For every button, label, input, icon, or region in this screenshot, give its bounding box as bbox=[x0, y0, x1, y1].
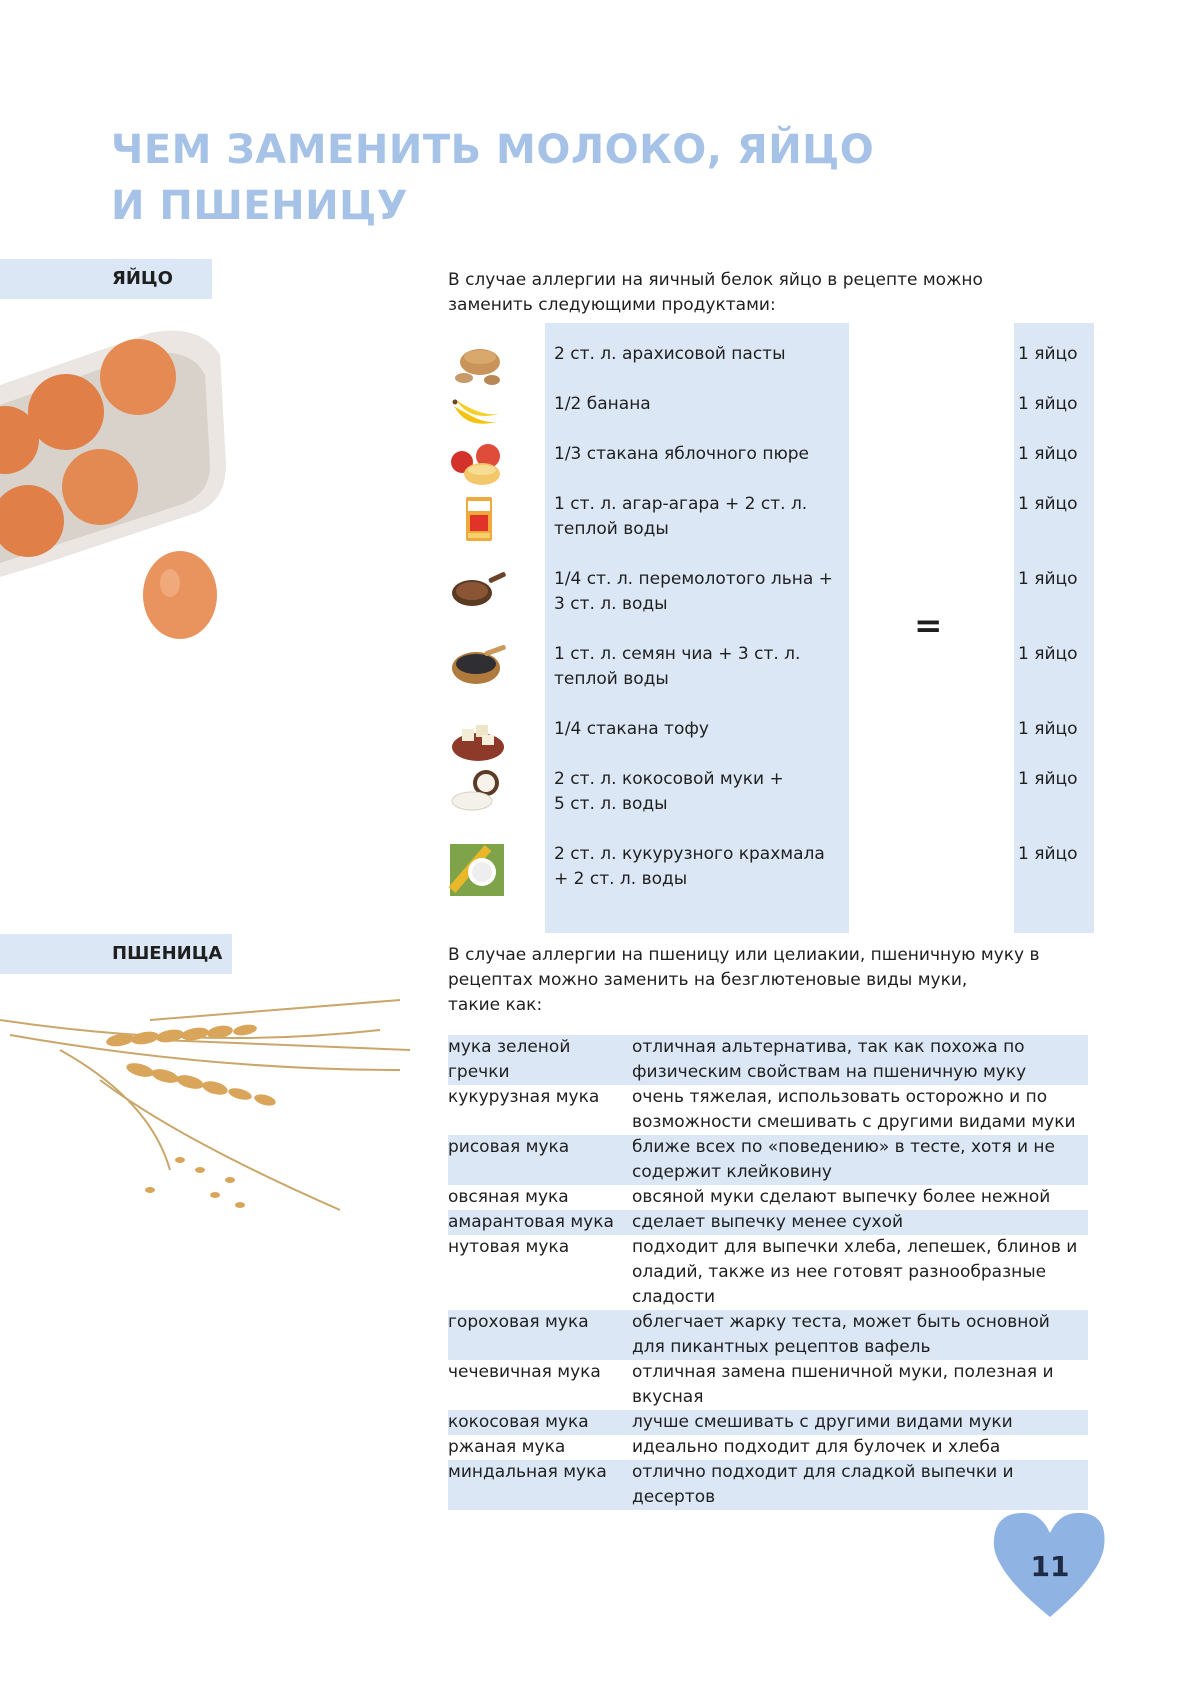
flour-row bbox=[448, 1085, 1088, 1135]
flour-name: чечевичная мука bbox=[448, 1362, 601, 1382]
wheat-illustration bbox=[0, 990, 420, 1230]
egg-substitute-text bbox=[554, 392, 854, 417]
wheat-intro-line-1: В случае аллергии на пшеницу или целиакии, пшеничную муку в bbox=[448, 945, 1040, 965]
egg-substitute-text bbox=[554, 342, 854, 367]
egg-substitute-text bbox=[554, 717, 854, 742]
flour-row bbox=[448, 1360, 1088, 1410]
flour-description: овсяной муки сделают выпечку более нежной bbox=[632, 1187, 1051, 1207]
flour-description: ближе всех по «поведению» в тесте, хотя и не содержит клейковину bbox=[632, 1137, 1055, 1182]
flour-name: ржаная мука bbox=[448, 1437, 566, 1457]
flour-name: миндальная мука bbox=[448, 1462, 607, 1482]
egg-intro-line-2: заменить следующими продуктами: bbox=[448, 295, 776, 315]
flour-name: кукурузная мука bbox=[448, 1087, 600, 1107]
egg-substitute-line-1: 1/3 стакана яблочного пюре bbox=[554, 444, 809, 464]
flour-description: идеально подходит для булочек и хлеба bbox=[632, 1437, 1001, 1457]
flour-description: лучше смешивать с другими видами муки bbox=[632, 1412, 1013, 1432]
coconut-flour-icon bbox=[448, 767, 508, 813]
egg-substitute-text bbox=[554, 842, 854, 892]
peanut-butter-icon bbox=[448, 342, 508, 388]
egg-equivalent: 1 яйцо bbox=[1018, 769, 1078, 789]
tofu-icon bbox=[448, 717, 508, 763]
flour-row bbox=[448, 1210, 1088, 1235]
egg-substitute-line-1: 2 ст. л. арахисовой пасты bbox=[554, 344, 786, 364]
section-tag-egg: ЯЙЦО bbox=[0, 259, 212, 299]
egg-substitute-text bbox=[554, 442, 854, 467]
egg-equivalent: 1 яйцо bbox=[1018, 569, 1078, 589]
egg-substitute-text bbox=[554, 567, 854, 617]
flour-row bbox=[448, 1185, 1088, 1210]
flour-row bbox=[448, 1235, 1088, 1310]
page-title bbox=[111, 122, 874, 234]
flour-description: подходит для выпечки хлеба, лепешек, блинов и оладий, также из нее готовят разнообразные сладости bbox=[632, 1237, 1078, 1307]
flour-description: облегчает жарку теста, может быть основной для пикантных рецептов вафель bbox=[632, 1312, 1050, 1357]
flour-row bbox=[448, 1035, 1088, 1085]
flour-name: кокосовая мука bbox=[448, 1412, 589, 1432]
flour-row bbox=[448, 1460, 1088, 1510]
flour-description: сделает выпечку менее сухой bbox=[632, 1212, 904, 1232]
flour-row bbox=[448, 1135, 1088, 1185]
flour-row bbox=[448, 1410, 1088, 1435]
egg-substitute-line-1: 1 ст. л. агар-агара + 2 ст. л. bbox=[554, 494, 808, 514]
egg-equivalent: 1 яйцо bbox=[1018, 844, 1078, 864]
page-number: 11 bbox=[1030, 1550, 1070, 1583]
egg-substitute-line-1: 1/4 стакана тофу bbox=[554, 719, 709, 739]
page-title-line-1: ЧЕМ ЗАМЕНИТЬ МОЛОКО, ЯЙЦО bbox=[111, 127, 875, 173]
egg-substitute-line-1: 1/2 банана bbox=[554, 394, 651, 414]
flour-row bbox=[448, 1435, 1088, 1460]
flour-description: отличная альтернатива, так как похожа по физическим свойствам на пшеничную муку bbox=[632, 1037, 1027, 1082]
egg-carton-illustration bbox=[0, 315, 240, 655]
flour-name: амарантовая мука bbox=[448, 1212, 614, 1232]
equals-sign: = bbox=[914, 606, 943, 646]
egg-equivalent: 1 яйцо bbox=[1018, 444, 1078, 464]
egg-equivalent: 1 яйцо bbox=[1018, 719, 1078, 739]
flour-name: гороховая мука bbox=[448, 1312, 589, 1332]
flour-name: рисовая мука bbox=[448, 1137, 570, 1157]
flour-row bbox=[448, 1310, 1088, 1360]
egg-substitute-text bbox=[554, 767, 854, 817]
egg-substitute-line-2: теплой воды bbox=[554, 519, 669, 539]
apple-puree-icon bbox=[448, 442, 508, 488]
flour-table bbox=[448, 1035, 1088, 1510]
egg-substitute-line-1: 1 ст. л. семян чиа + 3 ст. л. bbox=[554, 644, 801, 664]
flour-description: очень тяжелая, использовать осторожно и по возможности смешивать с другими видами муки bbox=[632, 1087, 1076, 1132]
flour-description: отлично подходит для сладкой выпечки и десертов bbox=[632, 1462, 1014, 1507]
egg-substitute-line-2: 3 ст. л. воды bbox=[554, 594, 668, 614]
egg-substitute-line-1: 1/4 ст. л. перемолотого льна + bbox=[554, 569, 833, 589]
egg-intro bbox=[448, 268, 983, 318]
egg-equivalent: 1 яйцо bbox=[1018, 394, 1078, 414]
egg-equivalent: 1 яйцо bbox=[1018, 494, 1078, 514]
egg-equivalent: 1 яйцо bbox=[1018, 344, 1078, 364]
banana-icon bbox=[448, 392, 508, 438]
flour-name: овсяная мука bbox=[448, 1187, 569, 1207]
flax-seeds-icon bbox=[448, 567, 508, 613]
flour-name: нутовая мука bbox=[448, 1237, 570, 1257]
chia-seeds-icon bbox=[448, 642, 508, 688]
wheat-intro bbox=[448, 943, 1040, 1018]
wheat-intro-line-3: такие как: bbox=[448, 995, 543, 1015]
egg-substitute-text bbox=[554, 642, 854, 692]
egg-substitute-line-2: 5 ст. л. воды bbox=[554, 794, 668, 814]
corn-starch-icon bbox=[448, 842, 508, 898]
page-title-line-2: И ПШЕНИЦУ bbox=[111, 183, 409, 229]
egg-substitute-line-2: + 2 ст. л. воды bbox=[554, 869, 688, 889]
egg-substitute-line-2: теплой воды bbox=[554, 669, 669, 689]
flour-description: отличная замена пшеничной муки, полезная и вкусная bbox=[632, 1362, 1054, 1407]
agar-packet-icon bbox=[448, 492, 508, 544]
egg-substitute-line-1: 2 ст. л. кокосовой муки + bbox=[554, 769, 784, 789]
egg-equivalent: 1 яйцо bbox=[1018, 644, 1078, 664]
wheat-intro-line-2: рецептах можно заменить на безглютеновые виды муки, bbox=[448, 970, 968, 990]
section-tag-wheat: ПШЕНИЦА bbox=[0, 934, 232, 974]
egg-substitute-text bbox=[554, 492, 854, 542]
egg-intro-line-1: В случае аллергии на яичный белок яйцо в рецепте можно bbox=[448, 270, 983, 290]
flour-name: мука зеленой гречки bbox=[448, 1037, 571, 1082]
egg-substitute-line-1: 2 ст. л. кукурузного крахмала bbox=[554, 844, 825, 864]
